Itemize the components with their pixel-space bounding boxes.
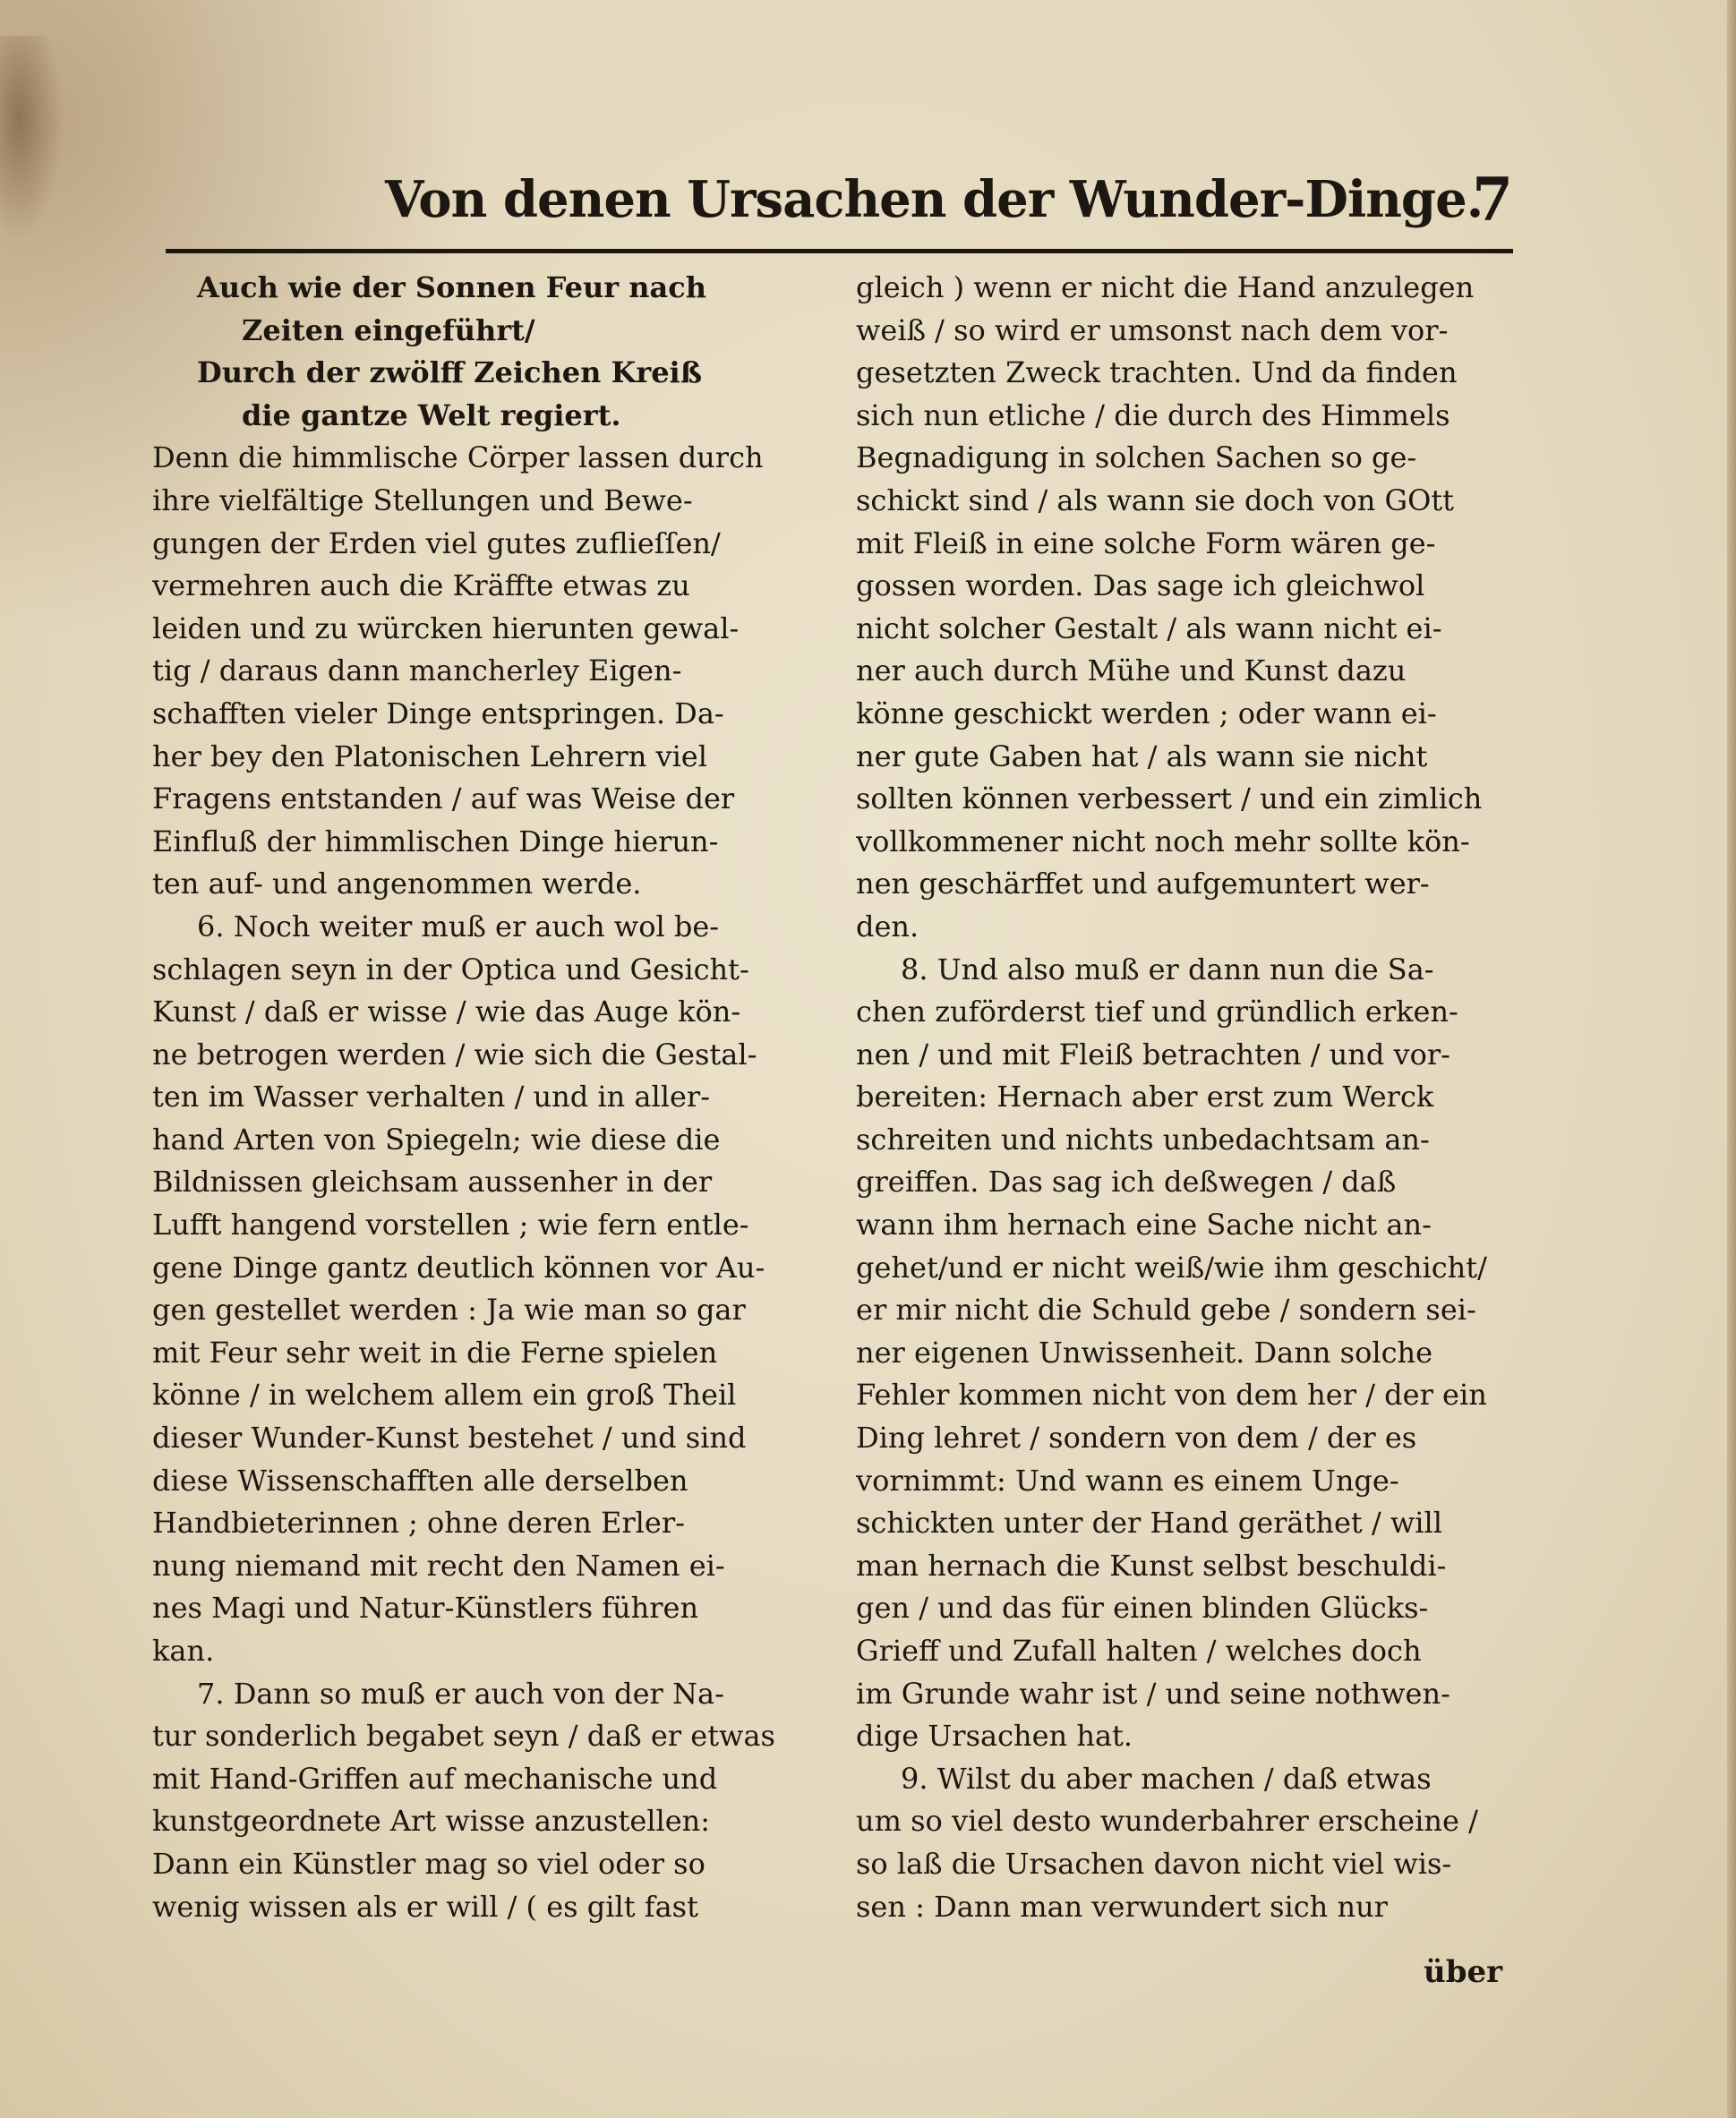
text-line: schreiten und nichts unbedachtsam an- <box>856 1122 1430 1157</box>
text-line: nen / und mit Fleiß betrachten / und vor- <box>856 1037 1450 1072</box>
text-line: Denn die himmlische Cörper lassen durch <box>152 440 764 475</box>
text-line: um so viel desto wunderbahrer erscheine / <box>856 1804 1478 1839</box>
text-line: Kunst / daß er wisse / wie das Auge kön- <box>152 995 741 1029</box>
text-line: 9. Wilst du aber machen / daß etwas <box>901 1761 1432 1796</box>
text-line: kunstgeordnete Art wisse anzustellen: <box>152 1804 711 1839</box>
text-line: ten auf- und angenommen werde. <box>152 867 642 901</box>
text-line: schlagen seyn in der Optica und Gesicht- <box>152 952 749 986</box>
page-number: 7 <box>1472 165 1513 235</box>
text-line: gene Dinge gantz deutlich können vor Au- <box>152 1250 765 1285</box>
text-line: gungen der Erden viel gutes zuflieſſen/ <box>152 525 721 560</box>
running-header <box>385 161 1540 251</box>
text-line: sollten können verbessert / und ein zimlich <box>856 781 1483 816</box>
text-line: bereiten: Hernach aber erst zum Werck <box>856 1080 1434 1115</box>
text-line: Fragens entstanden / auf was Weise der <box>152 781 735 816</box>
text-line: gen / und das für einen blinden Glücks- <box>856 1591 1429 1626</box>
text-line: gen gestellet werden : Ja wie man so gar <box>152 1293 746 1328</box>
page-edge <box>1727 0 1736 2118</box>
text-line: er mir nicht die Schuld gebe / sondern sei- <box>856 1293 1476 1328</box>
right-column <box>856 267 1509 1928</box>
text-line: ten im Wasser verhalten / und in aller- <box>152 1080 711 1115</box>
text-line: ner auch durch Mühe und Kunst dazu <box>856 653 1407 688</box>
text-line: kan. <box>152 1634 215 1668</box>
text-line: ner eigenen Unwissenheit. Dann solche <box>856 1335 1433 1370</box>
page-stain <box>0 36 63 242</box>
text-line: greiffen. Das sag ich deßwegen / daß <box>856 1165 1397 1200</box>
text-line: Fehler kommen nicht von dem her / der ein <box>856 1378 1487 1413</box>
text-line: Handbieterinnen ; ohne deren Erler- <box>152 1506 685 1541</box>
left-column <box>152 267 819 1928</box>
text-line: gesetzten Zweck trachten. Und da finden <box>856 355 1458 390</box>
text-line: so laß die Ursachen davon nicht viel wis- <box>856 1846 1452 1881</box>
text-line: vollkommener nicht noch mehr sollte kön- <box>856 824 1470 858</box>
text-line: könne / in welchem allem ein groß Theil <box>152 1378 737 1413</box>
text-line: nicht solcher Gestalt / als wann nicht ei- <box>856 611 1442 645</box>
text-line: Dann ein Künstler mag so viel oder so <box>152 1846 706 1881</box>
text-line: könne geschickt werden ; oder wann ei- <box>856 696 1437 730</box>
text-line: den. <box>856 909 919 944</box>
header-rule <box>166 249 1513 253</box>
text-line: mit Hand-Griffen auf mechanische und <box>152 1761 718 1796</box>
text-line: Zeiten eingeführt/ <box>242 312 535 347</box>
text-line: hand Arten von Spiegeln; wie diese die <box>152 1122 721 1157</box>
text-line: tig / daraus dann mancherley Eigen- <box>152 653 682 688</box>
text-line: wann ihm hernach eine Sache nicht an- <box>856 1208 1432 1243</box>
text-line: ihre vielfältige Stellungen und Bewe- <box>152 483 693 517</box>
text-line: Grieff und Zufall halten / welches doch <box>856 1634 1422 1668</box>
text-line: ner gute Gaben hat / als wann sie nicht <box>856 739 1428 773</box>
text-line: nen geschärffet und aufgemuntert wer- <box>856 867 1430 901</box>
text-line: nes Magi und Natur-Künstlers führen <box>152 1591 699 1626</box>
text-line: vermehren auch die Kräffte etwas zu <box>152 568 690 603</box>
text-line: mit Feur sehr weit in die Ferne spielen <box>152 1335 718 1370</box>
text-line: gossen worden. Das sage ich gleichwol <box>856 568 1425 603</box>
text-line: dige Ursachen hat. <box>856 1719 1133 1754</box>
text-line: weiß / so wird er umsonst nach dem vor- <box>856 312 1449 347</box>
text-line: her bey den Platonischen Lehrern viel <box>152 739 707 773</box>
text-line: Einfluß der himmlischen Dinge hierun- <box>152 824 719 858</box>
text-line: gleich ) wenn er nicht die Hand anzulegen <box>856 270 1475 304</box>
text-line: leiden und zu würcken hierunten gewal- <box>152 611 740 645</box>
text-line: diese Wissenschafften alle derselben <box>152 1463 688 1498</box>
text-line: gehet/und er nicht weiß/wie ihm geschicht/ <box>856 1250 1487 1285</box>
text-line: wenig wissen als er will / ( es gilt fast <box>152 1889 698 1924</box>
text-line: nung niemand mit recht den Namen ei- <box>152 1548 725 1583</box>
text-line: die gantze Welt regiert. <box>242 397 621 432</box>
text-line: sich nun etliche / die durch des Himmels <box>856 397 1450 432</box>
text-line: 6. Noch weiter muß er auch wol be- <box>197 909 720 944</box>
text-line: 7. Dann so muß er auch von der Na- <box>197 1676 724 1711</box>
text-line: Auch wie der Sonnen Feur nach <box>197 270 707 304</box>
text-line: vornimmt: Und wann es einem Unge- <box>856 1463 1399 1498</box>
text-line: man hernach die Kunst selbst beschuldi- <box>856 1548 1447 1583</box>
text-line: Lufft hangend vorstellen ; wie fern entle- <box>152 1208 749 1243</box>
text-line: Begnadigung in solchen Sachen so ge- <box>856 440 1417 475</box>
text-line: mit Fleiß in eine solche Form wären ge- <box>856 525 1436 560</box>
text-line: dieser Wunder-Kunst bestehet / und sind <box>152 1421 747 1456</box>
text-line: Bildnissen gleichsam aussenher in der <box>152 1165 713 1200</box>
text-line: sen : Dann man verwundert sich nur <box>856 1889 1388 1924</box>
text-line: chen zuförderst tief und gründlich erken- <box>856 995 1458 1029</box>
text-line: ne betrogen werden / wie sich die Gestal- <box>152 1037 757 1072</box>
text-line: schickt sind / als wann sie doch von GOtt <box>856 483 1455 517</box>
text-line: im Grunde wahr ist / und seine nothwen- <box>856 1676 1450 1711</box>
text-line: 8. Und also muß er dann nun die Sa- <box>901 952 1434 986</box>
text-line: Durch der zwölff Zeichen Kreiß <box>197 355 703 390</box>
catchword: über <box>1424 1954 1503 1990</box>
text-line: schafften vieler Dinge entspringen. Da- <box>152 696 724 730</box>
text-line: schickten unter der Hand geräthet / will <box>856 1506 1442 1541</box>
running-title: Von denen Ursachen der Wunder-Dinge. <box>385 170 1484 229</box>
text-line: Ding lehret / sondern von dem / der es <box>856 1421 1417 1456</box>
text-line: tur sonderlich begabet seyn / daß er etwas <box>152 1719 775 1754</box>
